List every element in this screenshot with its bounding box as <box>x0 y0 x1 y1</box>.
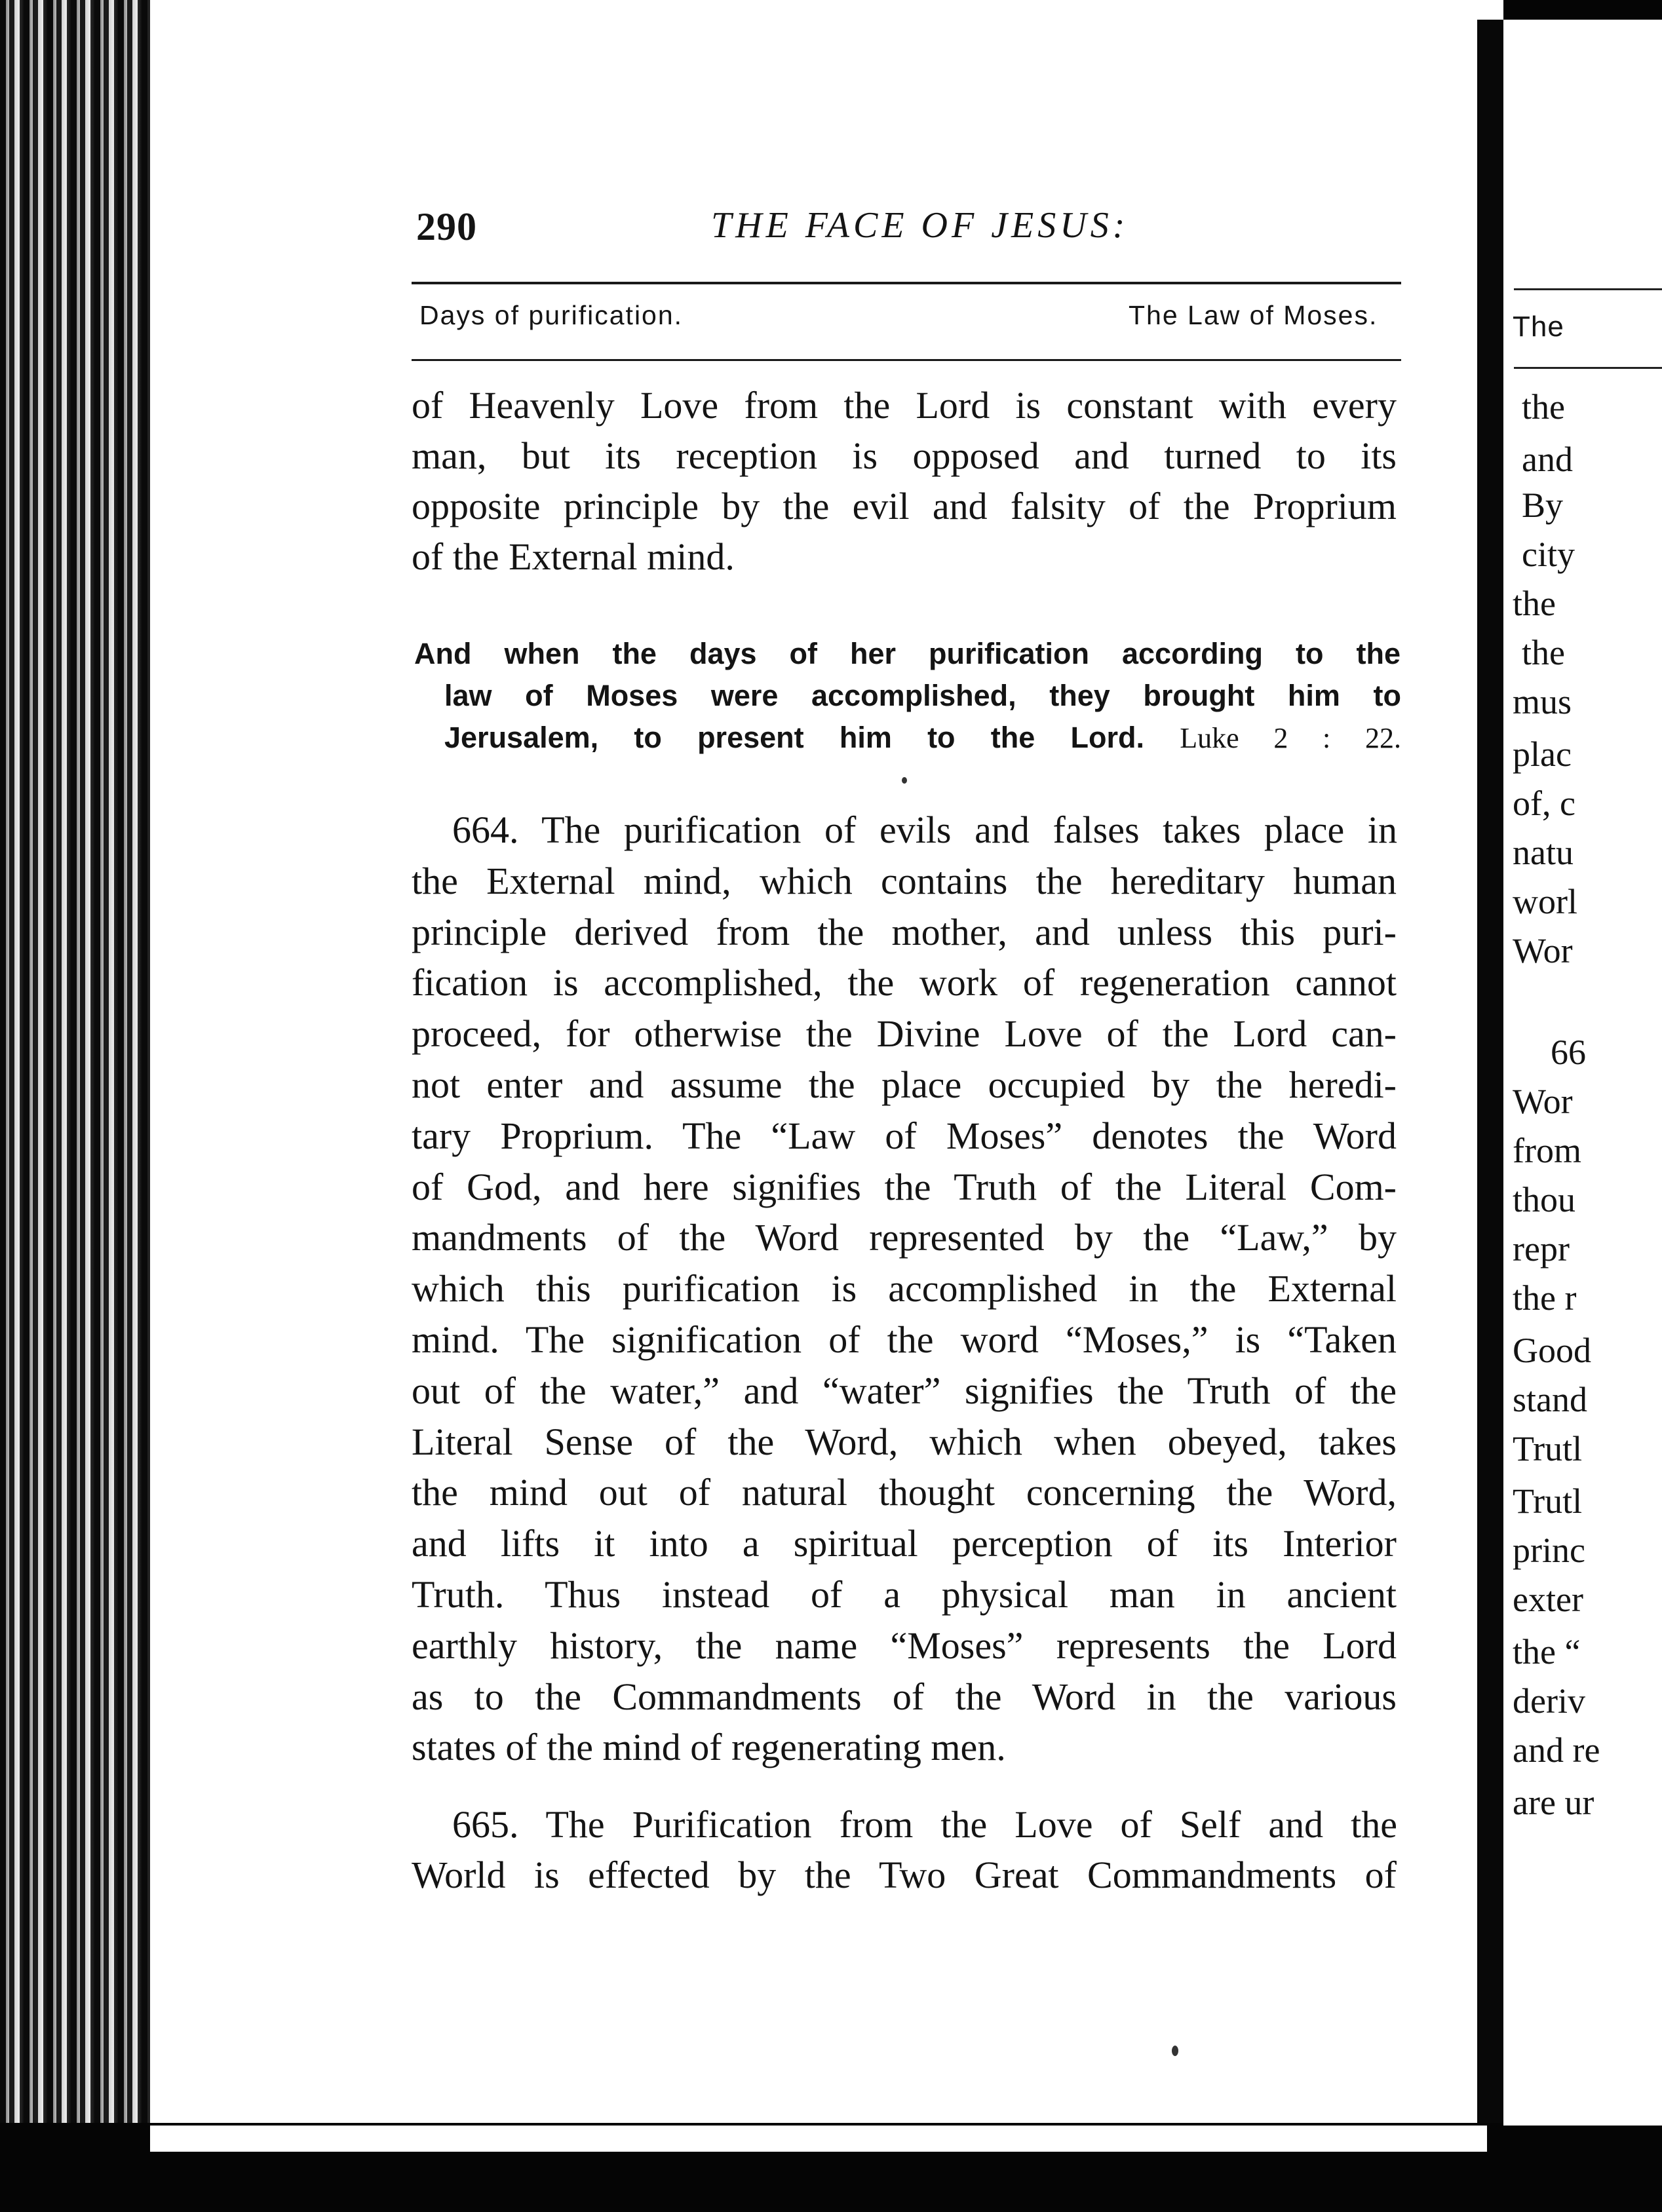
facing-line: mus <box>1513 682 1572 721</box>
facing-line: plac <box>1513 734 1572 774</box>
body-line: states of the mind of regenerating men. <box>412 1726 1006 1769</box>
scripture-reference: Luke 2 : 22. <box>1180 722 1401 754</box>
scripture-line: law of Moses were accomplished, they brought him to <box>444 679 1401 712</box>
facing-line: from <box>1513 1131 1581 1170</box>
facing-line: the “ <box>1513 1632 1581 1671</box>
book-gutter <box>0 0 147 2212</box>
facing-line: the r <box>1513 1278 1577 1318</box>
gutter-edge <box>147 0 150 2129</box>
scan-border <box>1503 0 1662 20</box>
running-title: THE FACE OF JESUS: <box>711 205 1129 246</box>
facing-page <box>1503 20 1662 2126</box>
facing-header-rule-bottom <box>1514 367 1662 369</box>
facing-line: thou <box>1513 1180 1576 1219</box>
body-line: and lifts it into a spiritual perception of its Interior <box>412 1522 1397 1565</box>
ink-speck <box>902 777 907 784</box>
page-bottom-edge <box>150 2126 1487 2152</box>
body-line: Truth. Thus instead of a physical man in ancient <box>412 1573 1397 1616</box>
facing-line: the <box>1513 584 1556 623</box>
facing-line: natu <box>1513 833 1574 872</box>
body-line: proceed, for otherwise the Divine Love of the Lord can- <box>412 1012 1397 1056</box>
body-line: tary Proprium. The “Law of Moses” denotes the Word <box>412 1114 1397 1157</box>
facing-line: worl <box>1513 882 1577 921</box>
body-line: mandments of the Word represented by the “Law,” by <box>412 1216 1397 1259</box>
facing-line: of, c <box>1513 784 1575 823</box>
facing-line: Wor <box>1513 1082 1573 1121</box>
facing-line: city <box>1522 535 1575 574</box>
facing-header: The <box>1513 311 1564 343</box>
body-line: Literal Sense of the Word, which when obeyed, takes <box>412 1420 1397 1463</box>
body-line: opposite principle by the evil and falsity of the Proprium <box>412 485 1397 527</box>
facing-line: are ur <box>1513 1783 1594 1822</box>
facing-line: deriv <box>1513 1681 1585 1721</box>
header-rule-top <box>412 282 1401 284</box>
body-line: of God, and here signifies the Truth of the Literal Com- <box>412 1165 1397 1208</box>
facing-line: Wor <box>1513 931 1573 970</box>
facing-line: Trutl <box>1513 1429 1583 1468</box>
facing-line: By <box>1522 486 1564 525</box>
body-line: the mind out of natural thought concerning the Word, <box>412 1471 1397 1514</box>
body-line: 664. The purification of evils and falses takes place in <box>452 809 1397 851</box>
body-line: mind. The signification of the word “Moses,” is “Taken <box>412 1318 1397 1361</box>
body-line: man, but its reception is opposed and turned to its <box>412 434 1397 477</box>
facing-line: the <box>1522 633 1565 672</box>
facing-line: exter <box>1513 1580 1583 1619</box>
body-line: out of the water,” and “water” signifies the Truth of the <box>412 1369 1397 1412</box>
ink-speck <box>1172 2046 1178 2056</box>
body-line: which this purification is accomplished in the External <box>412 1267 1397 1310</box>
body-line: fication is accomplished, the work of regeneration cannot <box>412 961 1397 1004</box>
facing-line: the <box>1522 387 1565 427</box>
facing-line: Good <box>1513 1331 1591 1370</box>
facing-line: and re <box>1513 1730 1600 1770</box>
body-line: principle derived from the mother, and unless this puri- <box>412 910 1397 953</box>
book-spine <box>1477 20 1503 2123</box>
body-line: earthly history, the name “Moses” represents the Lord <box>412 1624 1397 1667</box>
body-line: of Heavenly Love from the Lord is constant with every <box>412 384 1397 427</box>
scripture-text: Jerusalem, to present him to the Lord. <box>444 721 1144 754</box>
body-line: 665. The Purification from the Love of Self and the <box>452 1803 1397 1846</box>
facing-line: repr <box>1513 1229 1570 1268</box>
facing-header-rule <box>1514 288 1662 290</box>
page-number: 290 <box>416 205 477 248</box>
facing-line: and <box>1522 440 1573 479</box>
header-left: Days of purification. <box>419 300 684 330</box>
facing-line: Trutl <box>1513 1481 1583 1521</box>
scripture-line: And when the days of her purification according to the <box>414 637 1401 670</box>
body-line: the External mind, which contains the hereditary human <box>412 859 1397 902</box>
facing-line: princ <box>1513 1531 1585 1570</box>
facing-line: stand <box>1513 1380 1587 1419</box>
body-line: of the External mind. <box>412 535 735 578</box>
body-line: World is effected by the Two Great Commandments of <box>412 1854 1397 1896</box>
body-line: as to the Commandments of the Word in the various <box>412 1675 1397 1718</box>
facing-line: 66 <box>1551 1033 1586 1072</box>
header-right: The Law of Moses. <box>1129 300 1378 330</box>
body-line: not enter and assume the place occupied by the heredi- <box>412 1063 1397 1106</box>
header-rule-bottom <box>412 359 1401 361</box>
scripture-line <box>444 718 1401 758</box>
